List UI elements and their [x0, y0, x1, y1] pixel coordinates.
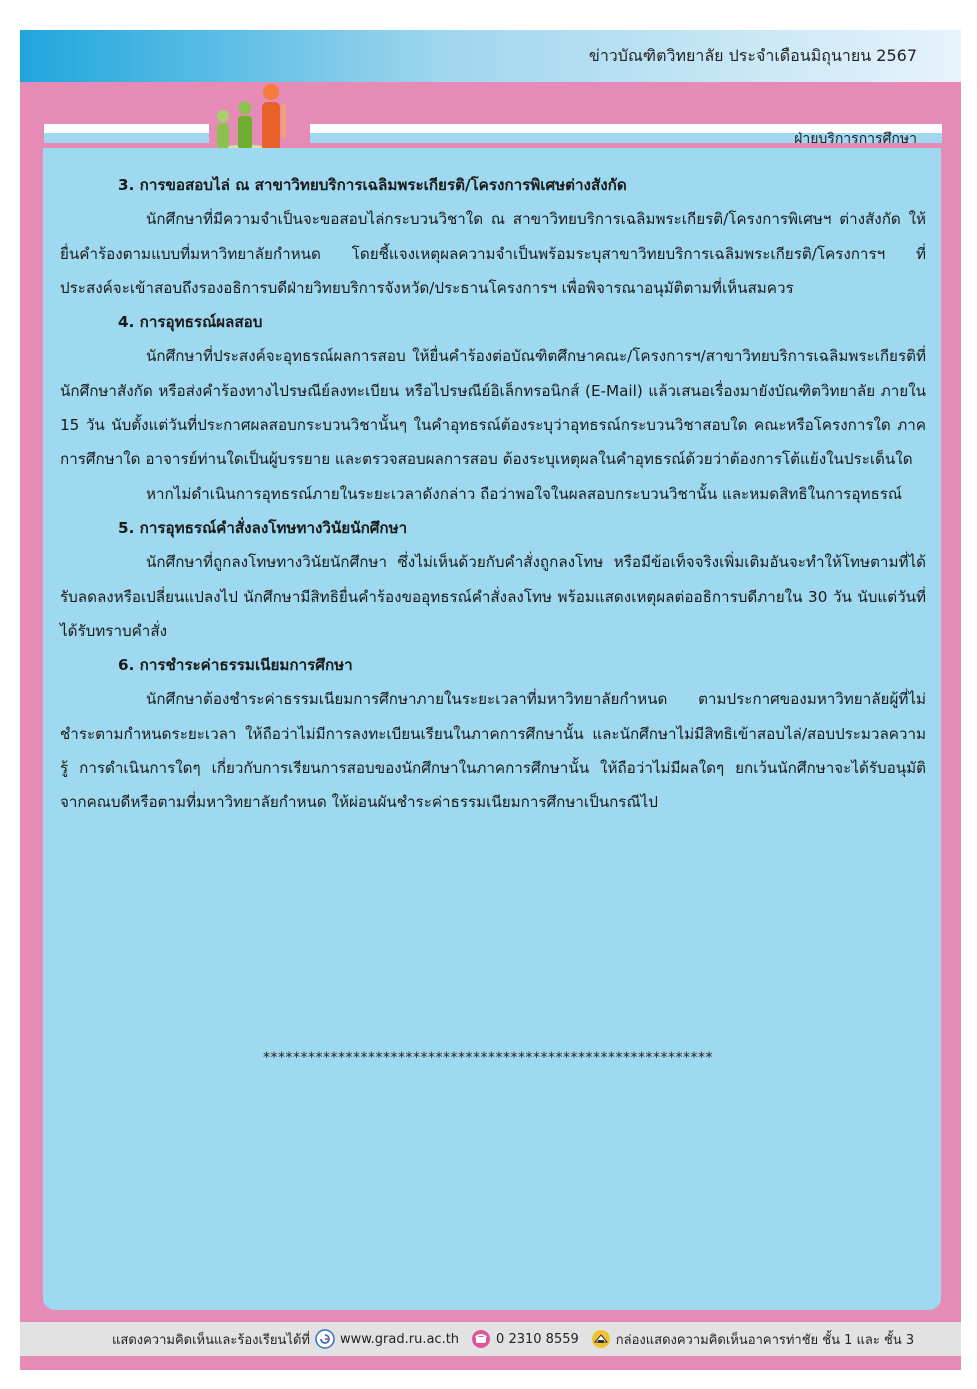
footer-contact — [112, 1328, 914, 1350]
mailbox-icon — [591, 1329, 611, 1349]
article-body — [60, 168, 926, 820]
footer-intro: แสดงความคิดเห็นและร้องเรียนได้ที่ — [112, 1332, 310, 1348]
section-heading: 6. การชำระค่าธรรมเนียมการศึกษา — [118, 656, 353, 675]
newsletter-title: ข่าวบัณฑิตวิทยาลัย ประจำเดือนมิถุนายน 2567 — [588, 46, 917, 65]
department-label: ฝ่ายบริการการศึกษา — [794, 131, 917, 147]
header-rule — [44, 124, 209, 133]
paragraph: นักศึกษาที่ถูกลงโทษทางวินัยนักศึกษา ซึ่งไม่เห็นด้วยกับคำสั่งถูกลงโทษ หรือมีข้อเท็จจริงเพิ่มเติมอันจะทำให้โทษตามที่ได้รับลดลงหรือเปลี่ยนแปลงไป นักศึกษามีสิทธิยื่นคำร้องขออุทธรณ์คำสั่งลงโทษ พร้อมแสดงเหตุผลต่ออธิการบดีภายใน 30 วัน นับแต่วันที่ได้รับทราบคำสั่ง — [60, 553, 926, 640]
footer-mailbox: กล่องแสดงความคิดเห็นอาคารท่าชัย ชั้น 1 และ ชั้น 3 — [615, 1332, 915, 1348]
footer-phone: 0 2310 8559 — [496, 1331, 579, 1347]
header-rule — [44, 133, 209, 143]
paragraph: นักศึกษาต้องชำระค่าธรรมเนียมการศึกษาภายในระยะเวลาที่มหาวิทยาลัยกำหนด ตามประกาศของมหาวิทยาลัยผู้ที่ไม่ชำระตามกำหนดระยะเวลา ให้ถือว่าไม่มีการลงทะเบียนเรียนในภาคการศึกษานั้น และนักศึกษาไม่มีสิทธิเข้าสอบไล่/สอบประมวลความรู้ การดำเนินการใดๆ เกี่ยวกับการเรียนการสอบของนักศึกษาในภาคการศึกษานั้น ให้ถือว่าไม่มีผลใดๆ ยกเว้นนักศึกษาจะได้รับอนุมัติจากคณบดีหรือตามที่มหาวิทยาลัยกำหนด ให้ผ่อนผันชำระค่าธรรมเนียมการศึกษาเป็นกรณีไป — [60, 690, 926, 812]
telephone-icon — [471, 1329, 491, 1349]
paragraph: หากไม่ดำเนินการอุทธรณ์ภายในระยะเวลาดังกล่าว ถือว่าพอใจในผลสอบกระบวนวิชานั้น และหมดสิทธิในการอุทธรณ์ — [146, 484, 902, 503]
separator-stars: ************************************************************ — [263, 1050, 713, 1066]
section-heading: 3. การขอสอบไล่ ณ สาขาวิทยบริการเฉลิมพระเกียรติ/โครงการพิเศษต่างสังกัด — [118, 176, 627, 194]
globe-icon — [315, 1329, 335, 1349]
paragraph: นักศึกษาที่ประสงค์จะอุทธรณ์ผลการสอบ ให้ยื่นคำร้องต่อบัณฑิตศึกษาคณะ/โครงการฯ/สาขาวิทยบริการเฉลิมพระเกียรติที่นักศึกษาสังกัด หรือส่งคำร้องทางไปรษณีย์ลงทะเบียน หรือไปรษณีย์อิเล็กทรอนิกส์ (E-Mail) แล้วเสนอเรื่องมายังบัณฑิตวิทยาลัย ภายใน 15 วัน นับตั้งแต่วันที่ประกาศผลสอบกระบวนวิชานั้นๆ ในคำอุทธรณ์ต้องระบุว่าอุทธรณ์กระบวนวิชาสอบใด คณะหรือโครงการใด ภาคการศึกษาใด อาจารย์ท่านใดเป็นผู้บรรยาย และตรวจสอบผลการสอบ ต้องระบุเหตุผลในคำอุทธรณ์ด้วยว่าต้องการโต้แย้งในประเด็นใด — [60, 347, 926, 469]
section-heading: 5. การอุทธรณ์คำสั่งลงโทษทางวินัยนักศึกษา — [118, 518, 408, 537]
footer-website-link[interactable]: www.grad.ru.ac.th — [339, 1331, 460, 1347]
paragraph: นักศึกษาที่มีความจำเป็นจะขอสอบไล่กระบวนวิชาใด ณ สาขาวิทยบริการเฉลิมพระเกียรติ/โครงการพิเศษฯ ต่างสังกัด ให้ยื่นคำร้องตามแบบที่มหาวิทยาลัยกำหนด โดยชี้แจงเหตุผลความจำเป็นพร้อมระบุสาขาวิทยบริการเฉลิมพระเกียรติ/โครงการฯ ที่ประสงค์จะเข้าสอบถึงรองอธิการบดีฝ่ายวิทยบริการจังหวัด/ประธานโครงการฯ เพื่อพิจารณาอนุมัติตามที่เห็นสมควร — [60, 210, 926, 297]
section-heading: 4. การอุทธรณ์ผลสอบ — [118, 313, 263, 332]
